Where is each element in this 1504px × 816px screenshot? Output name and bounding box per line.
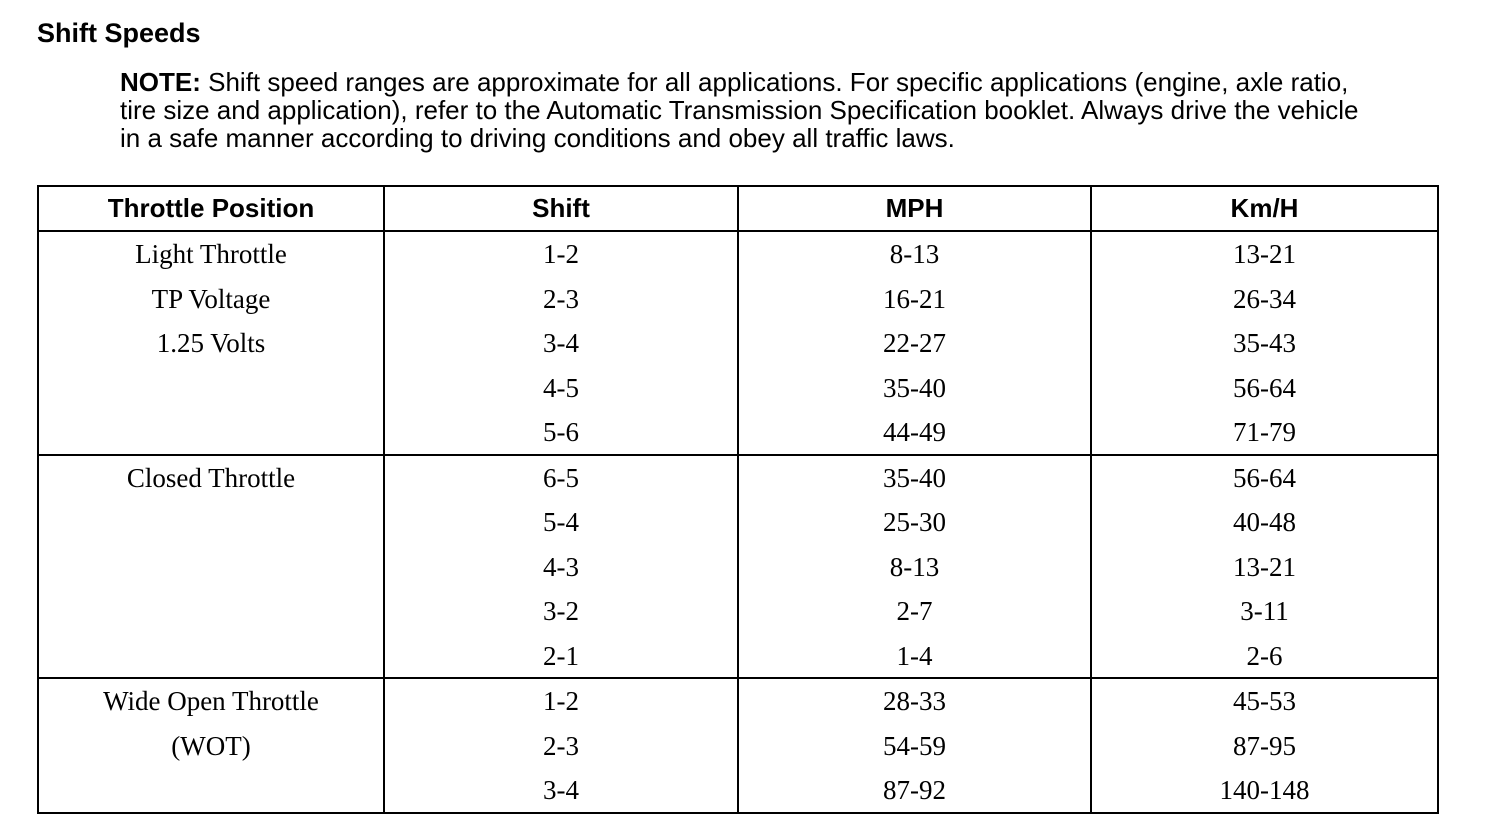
shift-value: 2-1 xyxy=(543,640,579,671)
kmh-value: 140-148 xyxy=(1219,775,1310,805)
mph-cell xyxy=(738,678,1091,813)
shift-value: 3-4 xyxy=(543,328,579,358)
mph-value: 2-7 xyxy=(896,596,933,626)
throttle-position-cell xyxy=(38,455,384,679)
note-text: Shift speed ranges are approximate for all applications. For specific applications (engine, axle ratio, tire size and application), refer to the Automatic Transmission Specification booklet. Always drive the vehicle in a safe manner according to driving conditions and obey all traffic laws. xyxy=(120,67,1359,153)
kmh-value: 56-64 xyxy=(1233,372,1296,403)
shift-value: 1-2 xyxy=(543,239,579,269)
shift-value: 3-2 xyxy=(543,596,579,626)
shift-value: 5-6 xyxy=(543,417,579,447)
table-row-light-throttle xyxy=(38,231,1438,455)
shift-cell xyxy=(384,455,738,679)
mph-value: 22-27 xyxy=(883,328,946,358)
position-line: TP Voltage xyxy=(151,283,271,314)
shift-value: 6-5 xyxy=(543,462,579,493)
kmh-value: 35-43 xyxy=(1233,328,1296,358)
kmh-cell xyxy=(1091,231,1438,455)
note-label: NOTE: xyxy=(120,67,201,97)
mph-value: 28-33 xyxy=(883,686,946,716)
mph-value: 8-13 xyxy=(889,551,940,582)
position-line: (WOT) xyxy=(171,730,251,761)
throttle-position-cell xyxy=(38,678,384,813)
header-kmh: Km/H xyxy=(1091,186,1438,231)
mph-value: 35-40 xyxy=(883,462,946,493)
mph-cell xyxy=(738,455,1091,679)
page-title: Shift Speeds xyxy=(37,18,201,48)
mph-cell xyxy=(738,231,1091,455)
kmh-value: 3-11 xyxy=(1240,596,1289,626)
shift-value: 2-3 xyxy=(543,283,579,314)
kmh-value: 2-6 xyxy=(1246,640,1283,671)
kmh-value: 13-21 xyxy=(1233,239,1296,269)
mph-value: 44-49 xyxy=(883,417,946,447)
shift-value: 1-2 xyxy=(543,686,579,716)
position-line: Closed Throttle xyxy=(126,462,296,493)
mph-value: 25-30 xyxy=(883,507,946,537)
mph-value: 54-59 xyxy=(883,730,946,761)
shift-value: 2-3 xyxy=(543,730,579,761)
position-line: 1.25 Volts xyxy=(156,328,266,358)
kmh-value: 87-95 xyxy=(1233,730,1296,761)
kmh-value: 45-53 xyxy=(1233,686,1296,716)
mph-value: 87-92 xyxy=(883,775,946,805)
header-mph: MPH xyxy=(738,186,1091,231)
table-row-closed-throttle xyxy=(38,455,1438,679)
kmh-cell xyxy=(1091,678,1438,813)
shift-cell xyxy=(384,231,738,455)
kmh-value: 40-48 xyxy=(1233,507,1296,537)
kmh-cell xyxy=(1091,455,1438,679)
shift-cell xyxy=(384,678,738,813)
shift-speed-table xyxy=(37,185,1439,814)
kmh-value: 71-79 xyxy=(1233,417,1296,447)
mph-value: 8-13 xyxy=(889,239,940,269)
mph-value: 35-40 xyxy=(883,372,946,403)
throttle-position-cell xyxy=(38,231,384,455)
shift-value: 4-5 xyxy=(543,372,579,403)
note-paragraph xyxy=(120,68,1360,152)
table-header-row xyxy=(38,186,1438,231)
header-throttle-position: Throttle Position xyxy=(38,186,384,231)
kmh-value: 26-34 xyxy=(1233,283,1296,314)
kmh-value: 13-21 xyxy=(1233,551,1296,582)
header-shift: Shift xyxy=(384,186,738,231)
shift-value: 5-4 xyxy=(543,507,579,537)
shift-value: 3-4 xyxy=(543,775,579,805)
shift-value: 4-3 xyxy=(543,551,579,582)
table-row-wide-open-throttle xyxy=(38,678,1438,813)
mph-value: 16-21 xyxy=(883,283,946,314)
position-line: Wide Open Throttle xyxy=(103,686,319,716)
kmh-value: 56-64 xyxy=(1233,462,1296,493)
position-line: Light Throttle xyxy=(135,239,287,269)
mph-value: 1-4 xyxy=(896,640,933,671)
